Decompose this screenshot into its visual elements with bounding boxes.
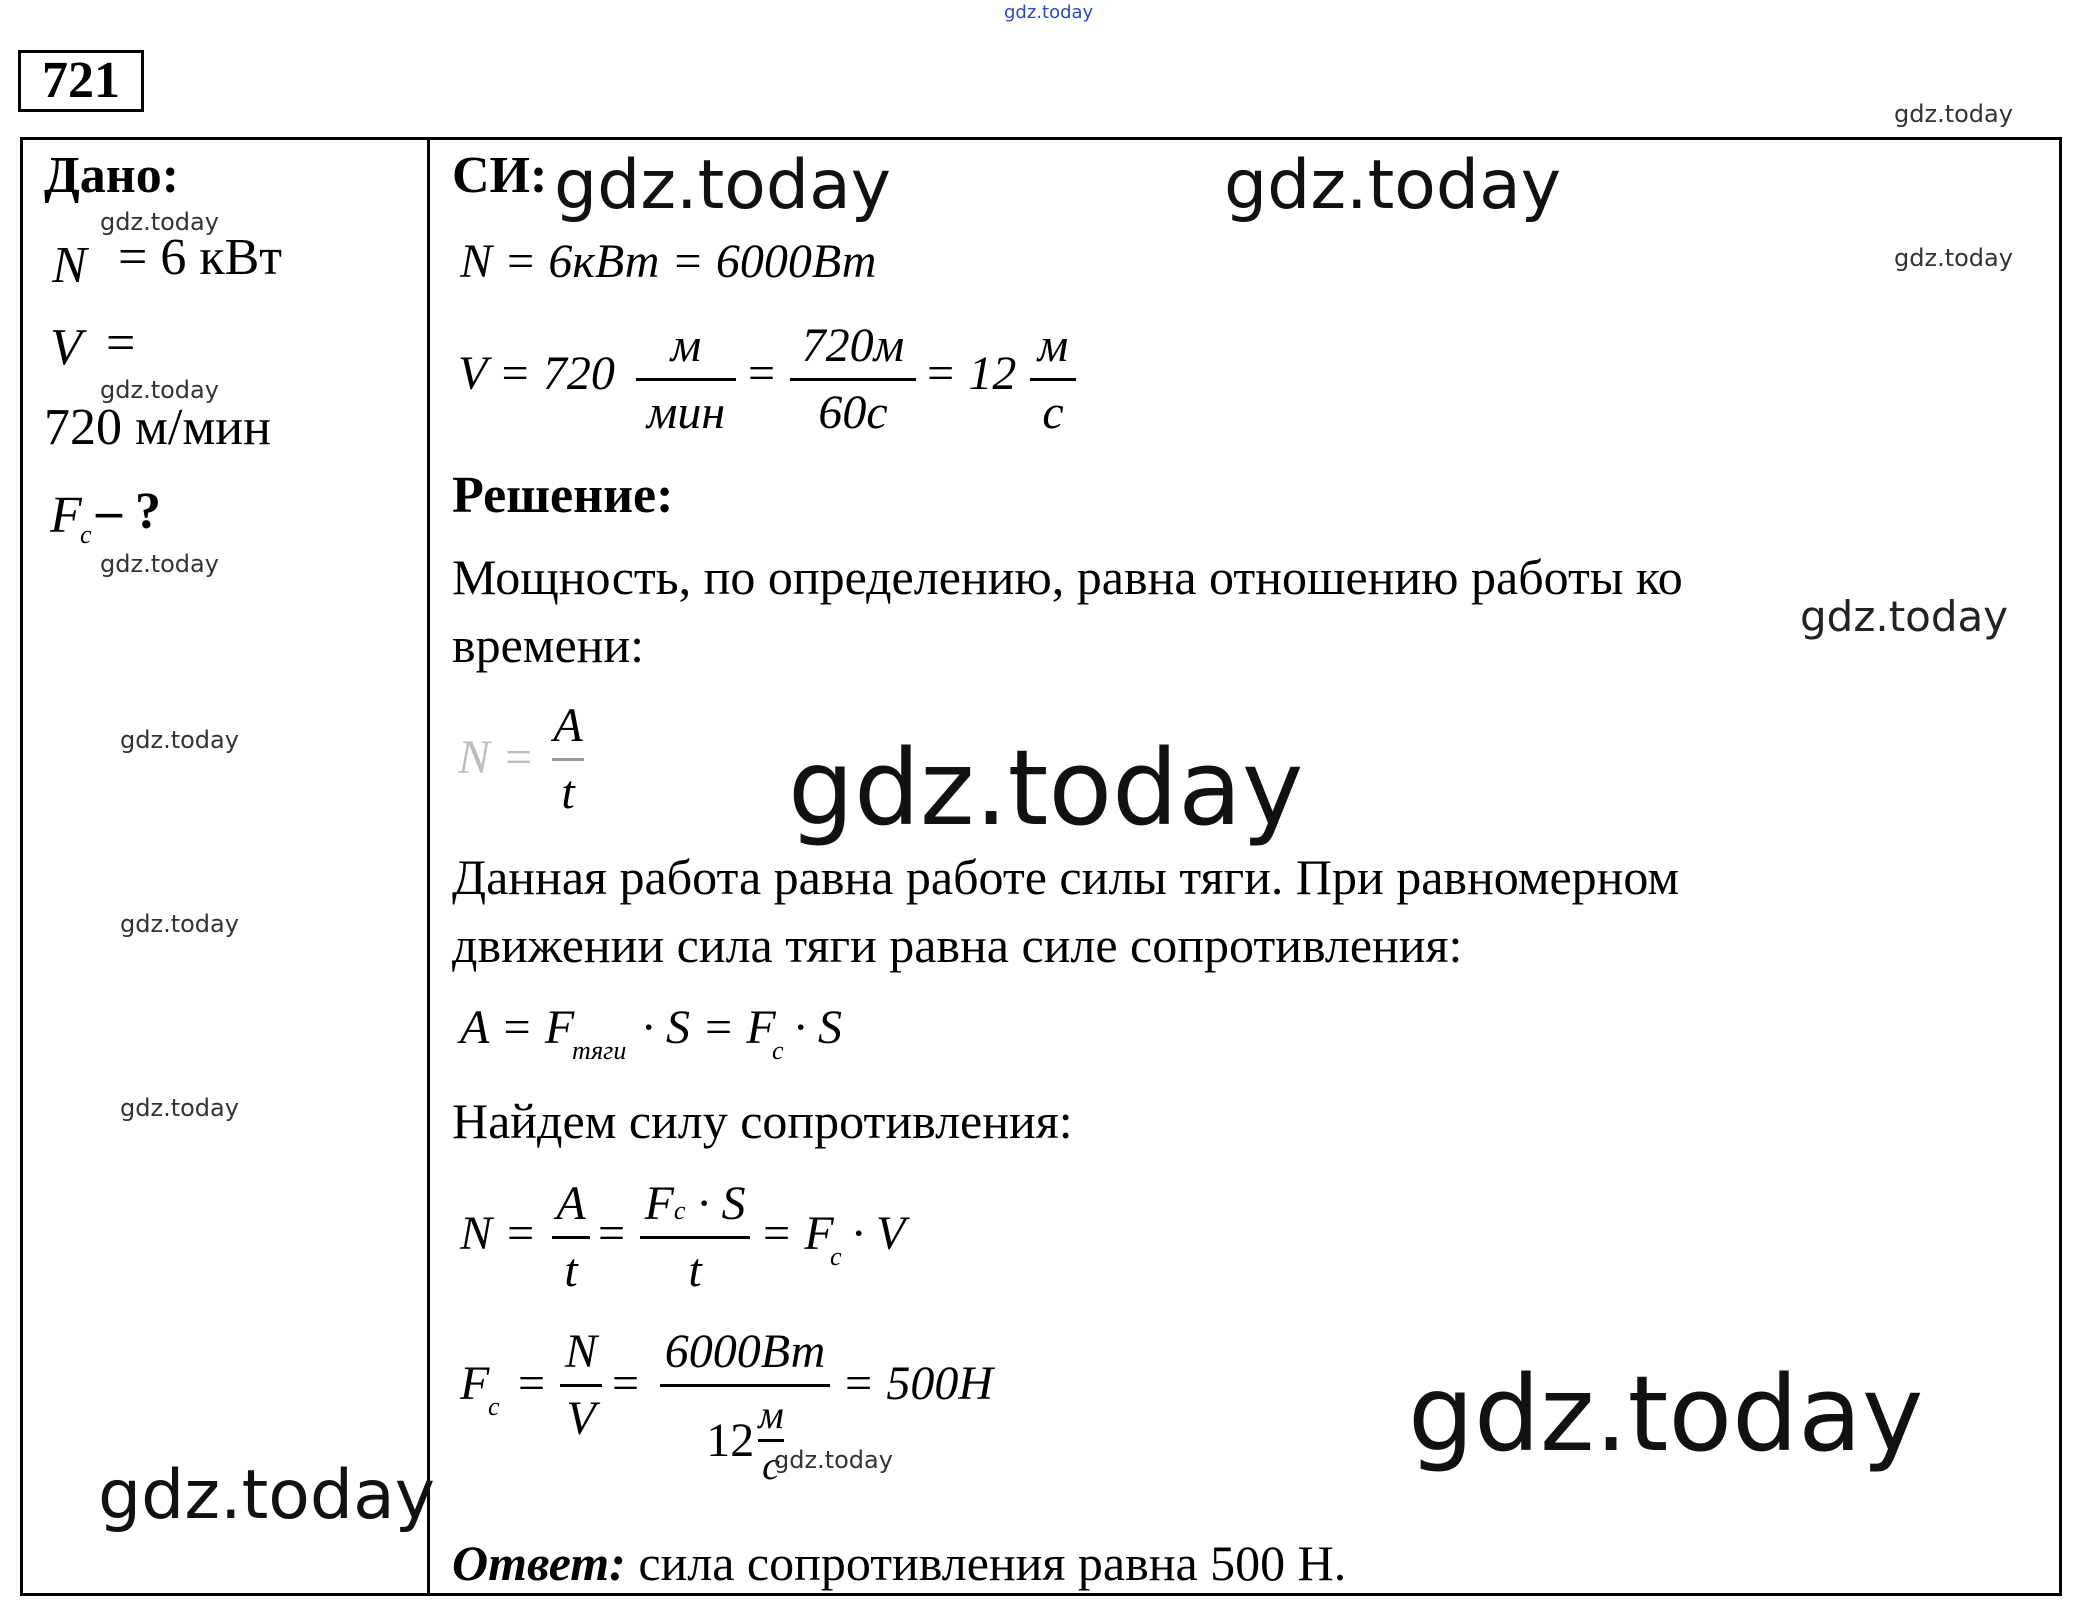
given-n-symbol: N <box>52 237 87 294</box>
formula2-sub1: тяги <box>572 1036 627 1065</box>
watermark: gdz.today <box>1224 146 1561 225</box>
formula2-c: · S <box>794 1001 842 1054</box>
given-v-symbol: V <box>50 319 82 376</box>
solution-text3: Найдем силу сопротивления: <box>452 1093 1073 1149</box>
given-f-question: – ? <box>96 483 161 540</box>
formula4-f2-num: 6000Вт <box>664 1325 826 1378</box>
answer-label: Ответ: <box>452 1535 626 1591</box>
given-f-sub: c <box>80 520 92 549</box>
solution-title: Решение: <box>452 467 674 524</box>
formula4-frac1 <box>560 1325 602 1445</box>
formula1-lhs: N = <box>458 731 535 784</box>
formula4-f2-den <box>706 1392 784 1488</box>
given-v-value: 720 м/мин <box>44 399 271 456</box>
formula1-num: A <box>553 699 583 752</box>
given-title: Дано: <box>44 147 180 204</box>
watermark: gdz.today <box>100 208 219 236</box>
watermark: gdz.today <box>1894 244 2013 272</box>
watermark: gdz.today <box>120 910 239 938</box>
formula1-frac <box>552 699 584 819</box>
formula2-a: A = F <box>460 1001 575 1054</box>
si-v-frac2-den: 60с <box>818 386 888 439</box>
formula3-rhs-sub: c <box>830 1242 842 1271</box>
formula1-den: t <box>561 766 575 819</box>
si-v-frac3 <box>1030 319 1076 439</box>
problem-number: 721 <box>18 50 144 112</box>
formula3-f1-num: A <box>556 1177 586 1230</box>
solution-text2-line2: движении сила тяги равна силе сопротивления: <box>452 917 1463 973</box>
si-v-eq12: = 12 <box>924 347 1017 400</box>
formula4-eq: = <box>518 1357 546 1410</box>
si-v-frac2 <box>790 319 916 439</box>
si-v-frac1 <box>636 319 736 439</box>
si-v-frac1-den: мин <box>646 386 726 439</box>
watermark: gdz.today <box>1800 592 2009 641</box>
watermark: gdz.today <box>98 1456 435 1535</box>
formula4-f2-den-int: 12 <box>706 1413 755 1467</box>
answer-text: сила сопротивления равна 500 Н. <box>638 1535 1347 1591</box>
given-v-eq: = <box>106 315 136 372</box>
si-v-lhs: V = 720 <box>458 347 615 400</box>
column-divider <box>427 137 430 1596</box>
formula4-lhs-sub: c <box>488 1392 500 1421</box>
solution-text2-line1: Данная работа равна работе силы тяги. При равномерном <box>452 849 1680 905</box>
formula4-lhs: F <box>460 1357 490 1410</box>
formula4-f1-num: N <box>564 1325 597 1378</box>
formula3-f2-den: t <box>688 1244 702 1297</box>
watermark: gdz.today <box>1408 1353 1924 1475</box>
si-v-frac3-num: м <box>1037 319 1069 372</box>
si-v-frac3-den: с <box>1042 386 1064 439</box>
watermark: gdz.today <box>554 146 891 225</box>
formula3-frac1 <box>552 1177 590 1297</box>
watermark: gdz.today <box>788 727 1304 849</box>
formula2-sub2: c <box>772 1036 784 1065</box>
formula3-f1-den: t <box>564 1244 578 1297</box>
answer <box>452 1535 1347 1591</box>
si-v-eq: = <box>748 347 776 400</box>
watermark-top: gdz.today <box>1004 2 1094 23</box>
watermark: gdz.today <box>100 376 219 404</box>
watermark: gdz.today <box>120 726 239 754</box>
given-n-value: = 6 кВт <box>118 229 282 286</box>
formula3-rhs: = F <box>760 1207 834 1260</box>
formula4-result: = 500H <box>842 1357 994 1410</box>
formula3-f2-num-wrap <box>644 1177 746 1230</box>
si-n-line: N = 6кВт = 6000Вт <box>460 235 877 288</box>
solution-text1-line2: времени: <box>452 617 645 673</box>
si-v-frac1-num: м <box>670 319 702 372</box>
watermark: gdz.today <box>100 550 219 578</box>
watermark: gdz.today <box>120 1094 239 1122</box>
si-title: СИ: <box>452 147 548 204</box>
solution-text1-line1: Мощность, по определению, равна отношению работы ко <box>452 549 1683 605</box>
formula3-eq: = <box>598 1207 626 1260</box>
formula4-f2-den-den: с <box>762 1443 780 1488</box>
formula4-eq2: = <box>612 1357 640 1410</box>
formula3-rhs-rest: · V <box>852 1207 906 1260</box>
formula4-f2-den-num: м <box>758 1392 784 1437</box>
watermark: gdz.today <box>774 1446 893 1474</box>
formula3-f2-num-rest: · S <box>697 1177 746 1230</box>
formula3-frac2 <box>640 1177 750 1297</box>
formula3-lhs: N = <box>460 1207 537 1260</box>
formula2-b: · S = F <box>642 1001 776 1054</box>
si-v-frac2-num: 720м <box>801 319 905 372</box>
watermark: gdz.today <box>1894 100 2013 128</box>
formula4-f1-den: V <box>566 1392 596 1445</box>
formula3-f2-num-sub: c <box>673 1196 686 1225</box>
given-f-symbol: F <box>50 487 82 544</box>
formula3-f2-num: F <box>644 1177 674 1230</box>
